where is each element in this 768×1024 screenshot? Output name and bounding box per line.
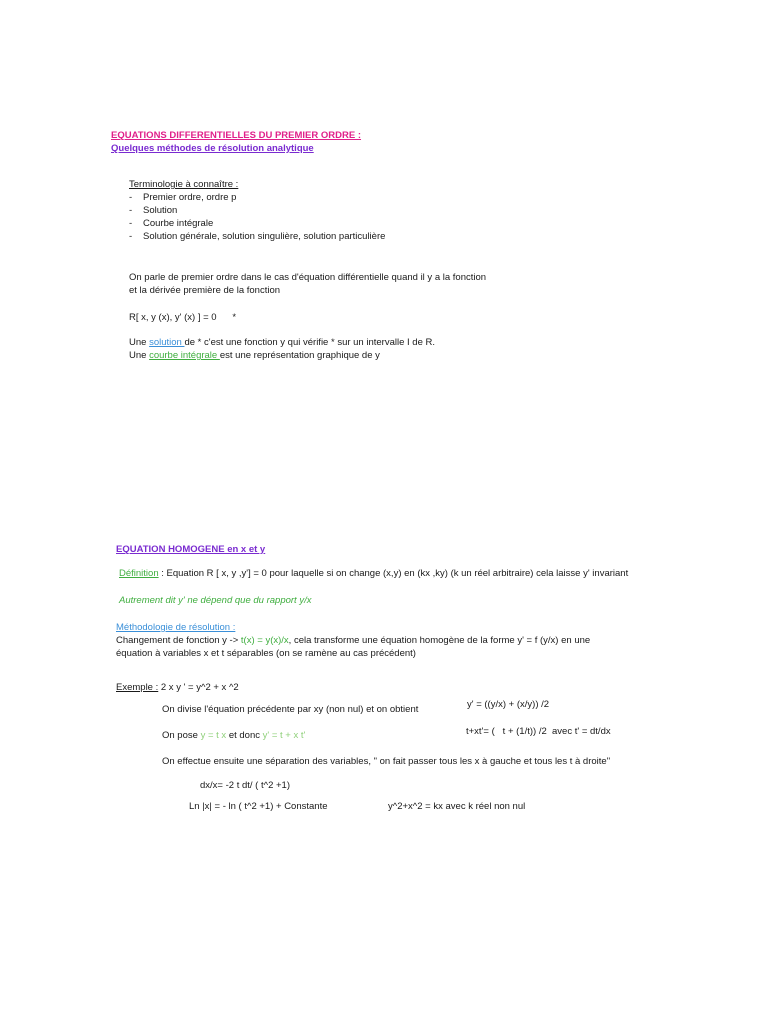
list-item: - Premier ordre, ordre p [129,192,237,203]
terminology-heading: Terminologie à connaître : [129,179,239,190]
intro-line-1: On parle de premier ordre dans le cas d'équation différentielle quand il y a la fonction [129,272,487,283]
example-label: Exemple : [116,682,159,693]
page-title: EQUATIONS DIFFERENTIELLES DU PREMIER ORDRE : [111,130,362,141]
list-item: - Solution générale, solution singulière, solution particulière [129,231,386,242]
example-equation-1: dx/x= -2 t dt/ ( t^2 +1) [200,780,290,791]
page-subtitle: Quelques méthodes de résolution analytique [111,143,314,154]
solution-link[interactable]: solution [149,337,185,348]
section-heading-homogene: EQUATION HOMOGENE en x et y [116,544,266,555]
method-line-2: équation à variables x et t séparables (on se ramène au cas précédent) [116,648,416,659]
definition-label: Définition [119,568,159,579]
list-item: - Courbe intégrale [129,218,214,229]
example-equation-2: Ln |x| = - ln ( t^2 +1) + Constante [189,801,328,812]
remark-line: Autrement dit y' ne dépend que du rapport y/x [119,595,312,606]
example-step-3: On effectue ensuite une séparation des variables, " on fait passer tous les x à gauche et tous les t à droite" [162,756,611,767]
method-heading: Méthodologie de résolution : [116,622,236,633]
example-step-1-result: y' = ((y/x) + (x/y)) /2 [467,699,550,710]
list-item: - Solution [129,205,178,216]
example-step-1: On divise l'équation précédente par xy (non nul) et on obtient [162,704,419,715]
method-line-1: Changement de fonction y -> t(x) = y(x)/x, cela transforme une équation homogène de la forme y' = f (y/x) en une [116,635,591,646]
curve-link[interactable]: courbe intégrale [149,350,220,361]
intro-line-2: et la dérivée première de la fonction [129,285,281,296]
solution-definition: Une solution de * c'est une fonction y qui vérifie * sur un intervalle I de R. [129,337,435,348]
example-step-2: On pose y = t x et donc y' = t + x t' [162,730,306,741]
curve-definition: Une courbe intégrale est une représentation graphique de y [129,350,380,361]
example-equation-3: y^2+x^2 = kx avec k réel non nul [388,801,526,812]
example-step-2-result: t+xt'= ( t + (1/t)) /2 avec t' = dt/dx [466,726,611,737]
general-equation: R[ x, y (x), y' (x) ] = 0 * [129,312,237,323]
definition-line: Définition : Equation R [ x, y ,y'] = 0 pour laquelle si on change (x,y) en (kx ,ky) (k un réel arbitraire) cela laisse y' invariant [119,568,629,579]
example-line: Exemple : 2 x y ' = y^2 + x ^2 [116,682,239,693]
